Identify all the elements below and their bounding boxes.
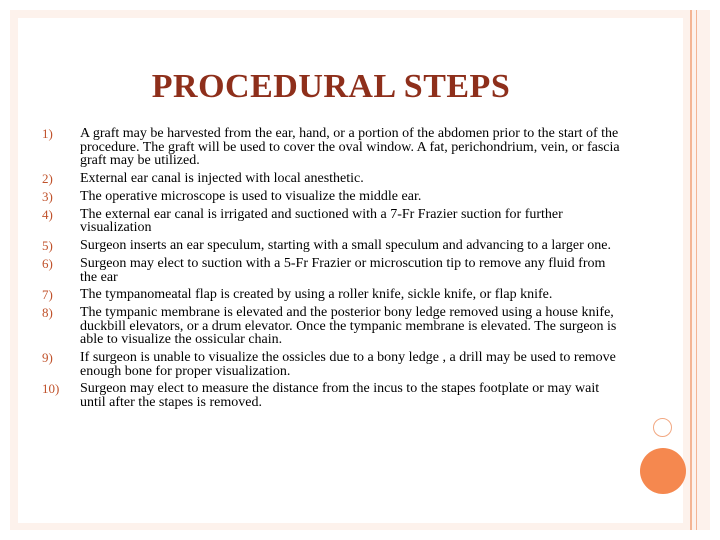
step-number: 2) xyxy=(42,170,53,186)
step-text: External ear canal is injected with local anesthetic. xyxy=(80,170,364,186)
list-item xyxy=(42,190,620,204)
list-item xyxy=(42,172,620,186)
step-number: 10) xyxy=(42,381,60,397)
vertical-rule-outer xyxy=(690,10,692,530)
step-text: The external ear canal is irrigated and suctioned with a 7-Fr Frazier suction for further visualization xyxy=(80,206,563,236)
step-text: The operative microscope is used to visualize the middle ear. xyxy=(80,188,422,204)
step-text: Surgeon may elect to suction with a 5-Fr Frazier or microscution tip to remove any fluid from the ear xyxy=(80,255,606,285)
step-text: Surgeon inserts an ear speculum, starting with a small speculum and advancing to a larger one. xyxy=(80,237,611,253)
list-item xyxy=(42,382,620,409)
step-number: 4) xyxy=(42,206,53,222)
step-number: 5) xyxy=(42,237,53,253)
list-item xyxy=(42,351,620,378)
list-item xyxy=(42,257,620,284)
step-number: 6) xyxy=(42,255,53,271)
procedure-steps-list xyxy=(42,127,620,413)
step-number: 9) xyxy=(42,349,53,365)
list-item xyxy=(42,208,620,235)
step-text: If surgeon is unable to visualize the ossicles due to a bony ledge , a drill may be used to remove enough bone for proper visualization. xyxy=(80,349,616,379)
vertical-rule-inner xyxy=(696,10,697,530)
list-item xyxy=(42,239,620,253)
list-item xyxy=(42,306,620,347)
step-text: The tympanic membrane is elevated and the posterior bony ledge removed using a house knife, duckbill elevators, or a drum elevator. Once the tympanic membrane is elevated. The surgeon is able to visualize the ossicular chain. xyxy=(80,305,617,348)
list-item xyxy=(42,127,620,168)
step-number: 8) xyxy=(42,305,53,321)
decor-circle-filled xyxy=(640,448,686,494)
step-number: 7) xyxy=(42,287,53,303)
slide-title: PROCEDURAL STEPS xyxy=(151,68,511,105)
list-item xyxy=(42,288,620,302)
step-number: 3) xyxy=(42,188,53,204)
step-text: The tympanomeatal flap is created by using a roller knife, sickle knife, or flap knife. xyxy=(80,287,553,303)
step-number: 1) xyxy=(42,126,53,141)
step-text: Surgeon may elect to measure the distance from the incus to the stapes footplate or may wait until after the stapes is removed. xyxy=(80,381,600,410)
decor-circle-outline xyxy=(653,418,672,437)
step-text: A graft may be harvested from the ear, hand, or a portion of the abdomen prior to the start of the procedure. The graft will be used to cover the oval window. A fat, perichondrium, vein, or fascia graft may be utilized. xyxy=(80,126,620,169)
